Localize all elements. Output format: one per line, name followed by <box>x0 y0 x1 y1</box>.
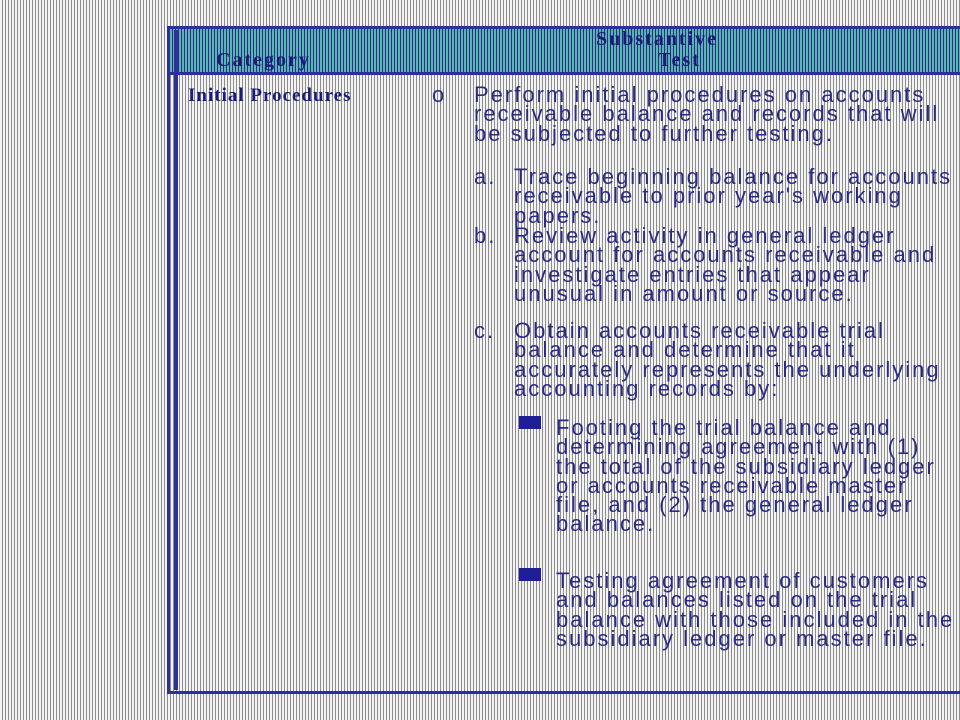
list-item-text: Obtain accounts receivable trial balance and determine that it accurately represents the underlying accounting records by: <box>514 318 941 401</box>
list-item-marker: a. <box>474 164 497 189</box>
sub-list-item: Testing agreement of customers and balances listed on the trial balance with those included in the subsidiary ledger or master file. <box>556 568 955 651</box>
list-item-marker: c. <box>474 318 496 343</box>
list-item-text: Review activity in general ledger account for accounts receivable and investigate entries that appear unusual in amount or source. <box>514 223 937 306</box>
category-column-header: Category <box>216 49 311 71</box>
list-item-text: Trace beginning balance for accounts receivable to prior year's working papers. <box>514 164 953 228</box>
lead-bullet: o <box>432 82 447 107</box>
test-column-header-line2: Test <box>658 49 701 71</box>
category-cell <box>188 84 378 107</box>
test-column-header-line1: Substantive <box>596 28 719 50</box>
category-text: Initial Procedures <box>188 85 352 106</box>
list-item-marker: b. <box>474 223 497 248</box>
sub-list-item: Footing the trial balance and determining agreement with (1) the total of the subsidiary ledger or accounts receivable master file, and (2) the general ledger balance. <box>556 415 936 537</box>
table-left-rule <box>174 30 178 690</box>
lead-text: Perform initial procedures on accounts receivable balance and records that will be subjected to further testing. <box>474 82 940 146</box>
square-bullet-icon <box>519 416 541 429</box>
square-bullet-icon <box>519 568 541 581</box>
